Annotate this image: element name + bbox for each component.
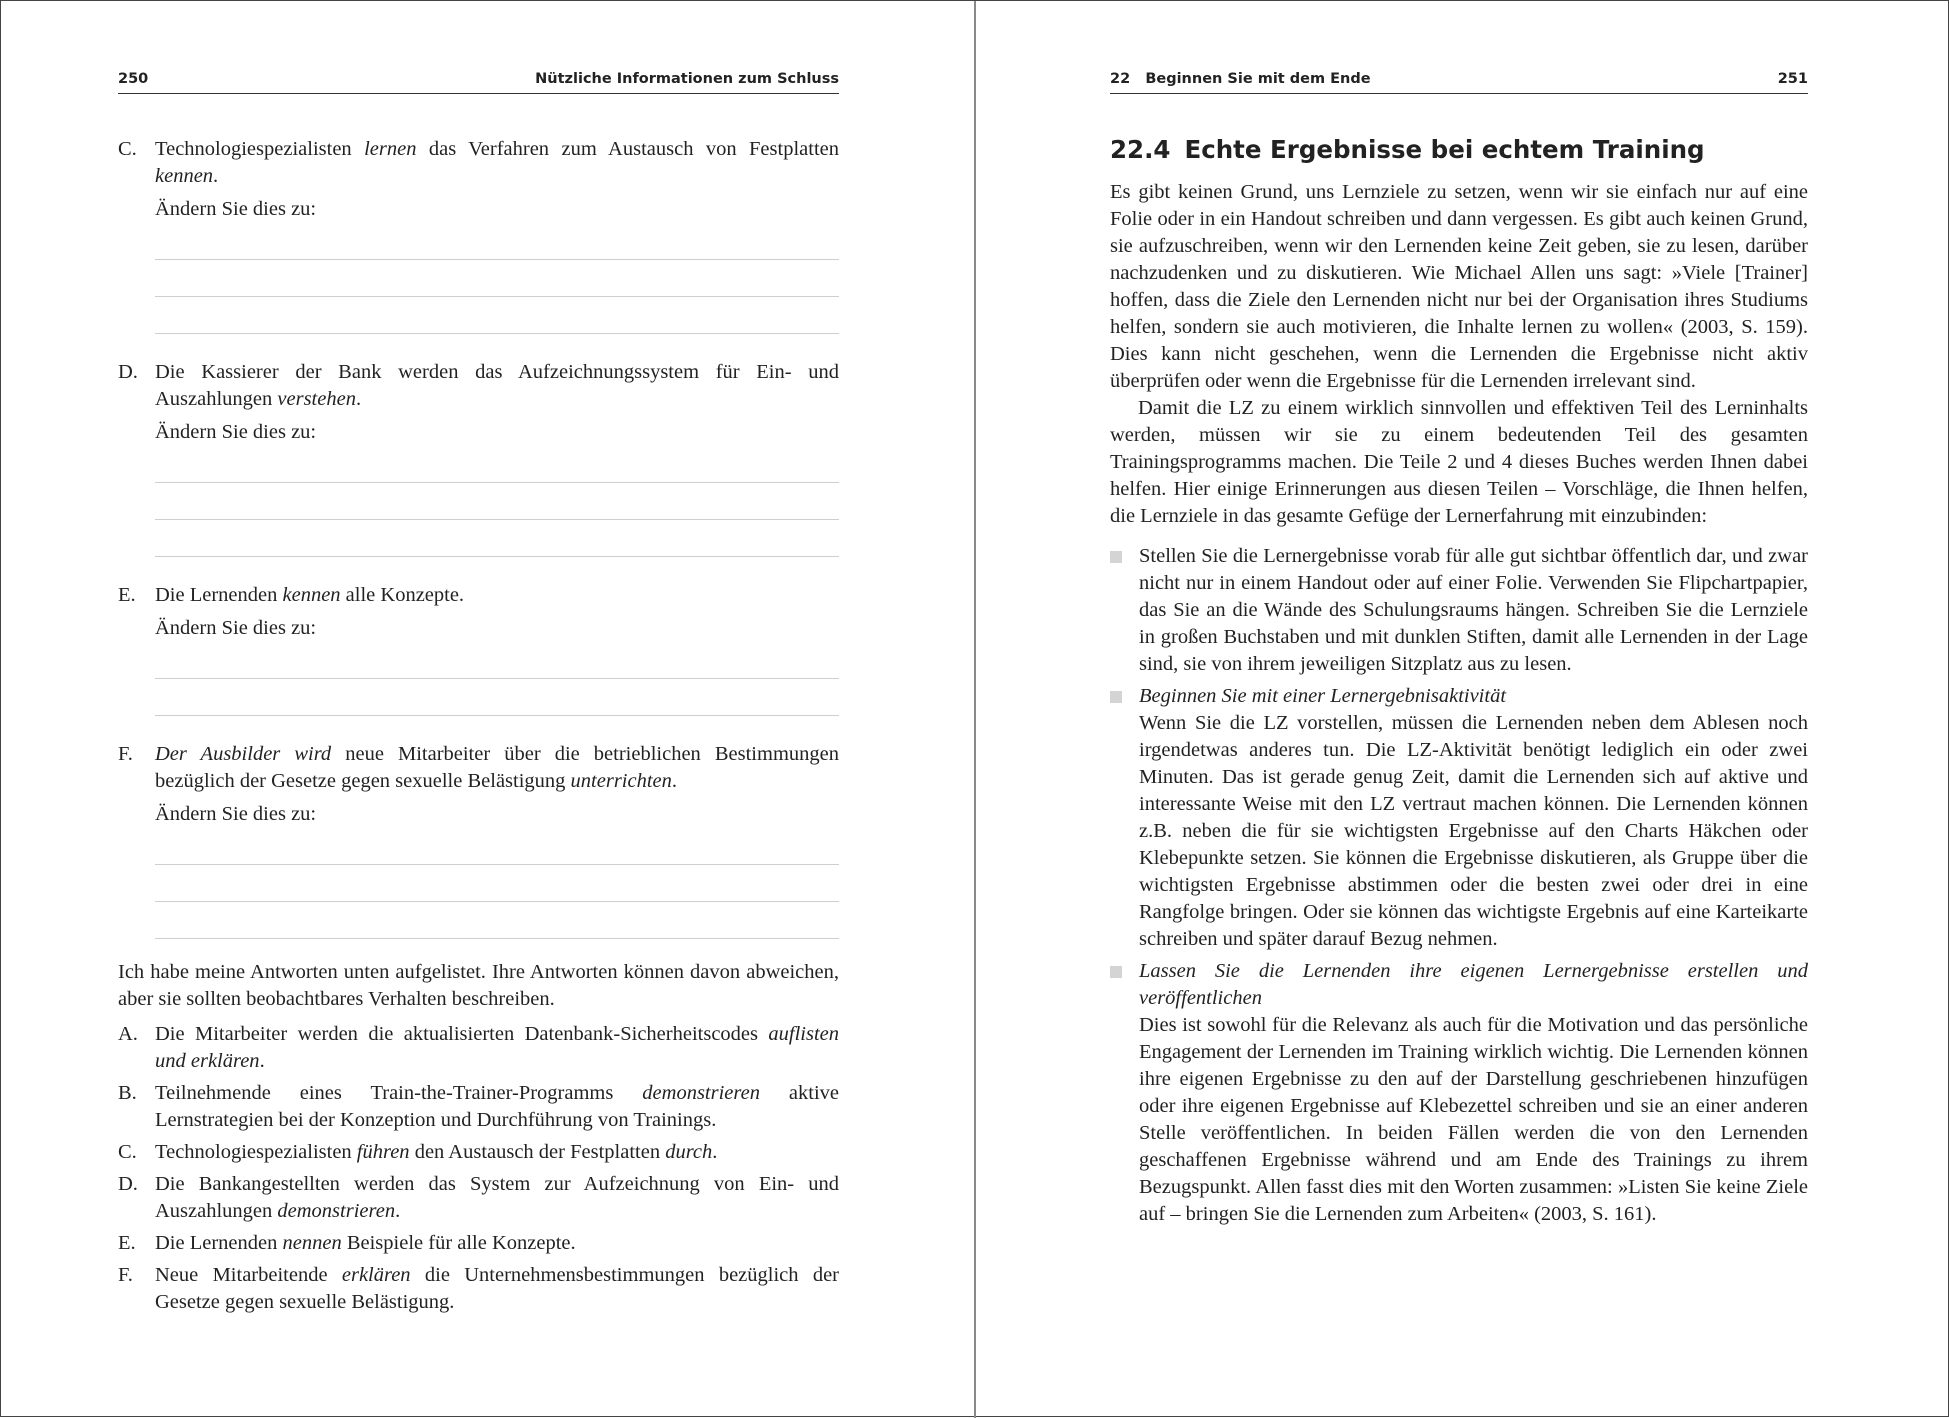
section-number: 22.4 <box>1110 135 1171 164</box>
paragraph-1: Es gibt keinen Grund, uns Lernziele zu setzen, wenn wir sie einfach nur auf eine Folie oder in ein Handout schreiben und dann vergessen. Es gibt auch keinen Grund, sie aufzuschreiben, wenn wir den Lernenden keine Zeit geben, sie zu lesen, darüber nachzudenken und zu diskutieren. Wie Michael Allen uns sagt: »Viele [Trainer] hoffen, dass die Ziele den Lernenden nicht nur bei der Organisation ihres Studiums helfen, sondern sie auch motivieren, die Inhalte lernen zu wollen« (2003, S. 159). Dies kann nicht geschehen, wenn die Lernenden die Ergebnisse nicht aktiv überprüfen oder wenn die Ergebnisse für die Lernenden irrelevant sind. <box>1110 181 1808 392</box>
paragraph-2: Damit die LZ zu einem wirklich sinnvollen und effektiven Teil des Lerninhalts werden, müssen wir sie zu einem bedeutenden Teil des gesamten Trainingsprogramms machen. Die Teile 2 und 4 dieses Buches werden Ihnen dabei helfen. Hier einige Erinnerungen aus diesen Teilen – Vorschläge, die Ihnen helfen, die Lernziele in das gesamte Gefüge der Lernerfahrung mit einzubinden: <box>1110 397 1808 527</box>
answer-line[interactable] <box>155 297 839 334</box>
answer-line[interactable] <box>155 902 839 939</box>
change-prompt: Ändern Sie dies zu: <box>155 421 317 443</box>
left-running-header <box>118 69 839 94</box>
answer-line[interactable] <box>155 260 839 297</box>
answer-line[interactable] <box>155 446 839 483</box>
bullet-heading: Lassen Sie die Lernenden ihre eigenen Lernergebnisse erstellen und veröffentlichen <box>1139 960 1808 1009</box>
square-bullet-icon <box>1110 691 1122 703</box>
answer-line[interactable] <box>155 483 839 520</box>
bullet-text: Dies ist sowohl für die Relevanz als auch für die Motivation und das persönliche Engagement der Lernenden im Training wirklich wichtig. Die Lernenden können ihre eigenen Ergebnisse zu den auf der Darstellung geschriebenen hinzufügen oder ihre eigenen Ergebnisse auf Klebezettel schreiben und sie an einer anderen Stelle veröffentlichen. In beiden Fällen werden die von den Lernenden geschaffenen Ergebnisse während und am Ende des Trainings zu ihrem Bezugspunkt. Allen fasst dies mit den Worten zusammen: »Listen Sie keine Ziele auf – bringen Sie die Lernenden zum Arbeiten« (2003, S. 161). <box>1139 1014 1808 1225</box>
exercise-text: Der Ausbilder wird neue Mitarbeiter über die betrieblichen Bestimmungen bezüglich der Gesetze gegen sexuelle Belästigung unterrichten. <box>155 743 839 792</box>
left-page-number: 250 <box>118 71 149 87</box>
section-heading <box>1110 133 1808 167</box>
answer-line[interactable] <box>155 223 839 260</box>
bullet-list <box>1110 543 1808 1228</box>
right-page <box>976 1 1949 1418</box>
bullet-text: Stellen Sie die Lernergebnisse vorab für alle gut sichtbar öffentlich dar, und zwar nicht nur in einem Handout oder auf einer Folie. Verwenden Sie Flipchartpapier, das Sie an die Wände des Schulungsraums hängen. Schreiben Sie die Lernziele in großen Buchstaben und mit dunklen Stiften, damit alle Lernenden in der Lage sind, sie von ihrem jeweiligen Sitzplatz aus zu lesen. <box>1139 545 1808 675</box>
exercise-text: Die Kassierer der Bank werden das Aufzeichnungssystem für Ein- und Auszahlungen verstehen. <box>155 361 839 410</box>
bullet-item <box>1110 958 1808 1228</box>
exercise-label: C. <box>118 138 137 160</box>
answer-item: D. Die Bankangestellten werden das System zur Aufzeichnung von Ein- und Auszahlungen demonstrieren. <box>118 1173 839 1222</box>
change-prompt: Ändern Sie dies zu: <box>155 198 317 220</box>
exercise-c <box>118 136 839 334</box>
bullet-item <box>1110 543 1808 678</box>
right-running-header <box>1110 69 1808 94</box>
answer-line[interactable] <box>155 828 839 865</box>
bullet-text: Wenn Sie die LZ vorstellen, müssen die Lernenden neben dem Ablesen noch irgendetwas anderes tun. Die LZ-Aktivität benötigt lediglich ein oder zwei Minuten. Das ist gerade genug Zeit, damit die Lernenden sich auf aktive und interessante Weise mit den LZ vertraut machen können. Die Lernenden können z.B. neben die für sie wichtigsten Ergebnisse auf den Charts Häkchen oder Klebepunkte setzen. Sie können die Ergebnisse diskutieren, als Gruppe über die wichtigsten Ergebnisse abstimmen oder die besten zwei oder drei in eine Rangfolge bringen. Oder sie können das wichtigste Ergebnis auf eine Karteikarte schreiben und später darauf Bezug nehmen. <box>1139 712 1808 950</box>
exercise-f <box>118 741 839 939</box>
exercise-label: D. <box>118 361 138 383</box>
exercise-d <box>118 359 839 557</box>
answer-item: A. Die Mitarbeiter werden die aktualisierten Datenbank-Sicherheitscodes auflisten und erklären. <box>118 1023 839 1072</box>
answer-line[interactable] <box>155 865 839 902</box>
right-running-head: 22 Beginnen Sie mit dem Ende <box>1110 71 1371 87</box>
exercise-text: Technologiespezialisten lernen das Verfahren zum Austausch von Festplatten kennen. <box>155 138 839 187</box>
square-bullet-icon <box>1110 551 1122 563</box>
change-prompt: Ändern Sie dies zu: <box>155 803 317 825</box>
exercise-e <box>118 582 839 716</box>
exercise-label: F. <box>118 743 133 765</box>
bullet-heading: Beginnen Sie mit einer Lernergebnisaktivität <box>1139 685 1507 707</box>
left-running-head: Nützliche Informationen zum Schluss <box>535 71 839 87</box>
answer-item: C. Technologiespezialisten führen den Austausch der Festplatten durch. <box>118 1141 718 1163</box>
exercise-text: Die Lernenden kennen alle Konzepte. <box>155 584 465 606</box>
answer-item: E. Die Lernenden nennen Beispiele für alle Konzepte. <box>118 1232 576 1254</box>
answer-line[interactable] <box>155 679 839 716</box>
answer-line[interactable] <box>155 520 839 557</box>
answer-line[interactable] <box>155 642 839 679</box>
exercise-label: E. <box>118 584 136 606</box>
bullet-item <box>1110 683 1808 953</box>
answer-item: F. Neue Mitarbeitende erklären die Unternehmensbestimmungen bezüglich der Gesetze gegen sexuelle Belästigung. <box>118 1264 839 1313</box>
square-bullet-icon <box>1110 966 1122 978</box>
left-page <box>1 1 975 1418</box>
answers-list <box>118 1021 839 1316</box>
section-content <box>1110 133 1808 1233</box>
answers-intro: Ich habe meine Antworten unten aufgelistet. Ihre Antworten können davon abweichen, aber sie sollten beobachtbares Verhalten beschreiben. <box>118 961 839 1010</box>
section-title: Echte Ergebnisse bei echtem Training <box>1184 135 1705 164</box>
right-page-number: 251 <box>1777 71 1808 87</box>
answer-item: B. Teilnehmende eines Train-the-Trainer-Programms demonstrieren aktive Lernstrategien bei der Konzeption und Durchführung von Trainings. <box>118 1082 839 1131</box>
exercise-section <box>118 136 839 1316</box>
change-prompt: Ändern Sie dies zu: <box>155 617 317 639</box>
